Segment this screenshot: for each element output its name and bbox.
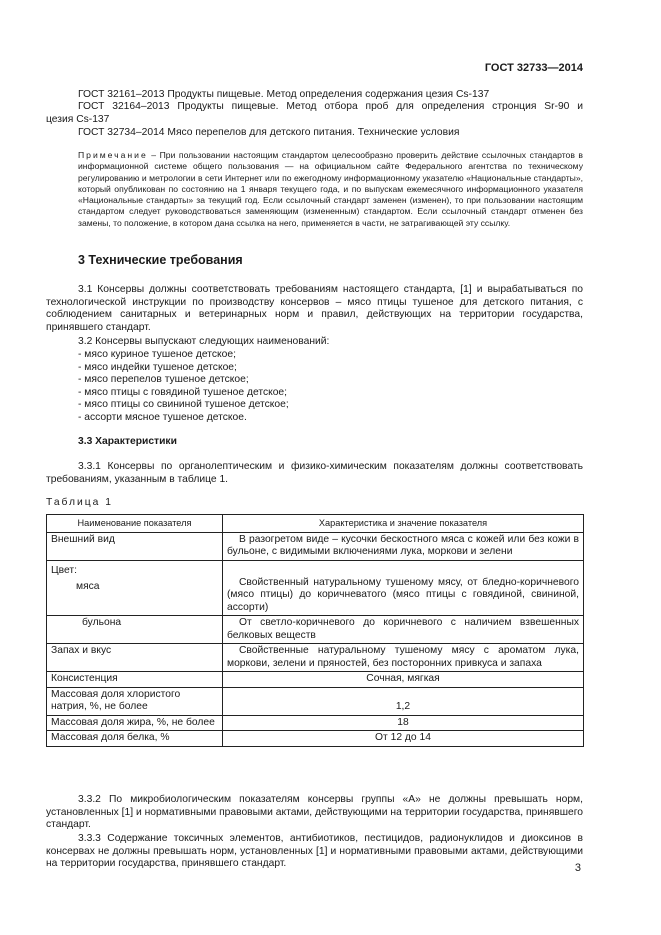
ref-gost-32734: ГОСТ 32734–2014 Мясо перепелов для детского питания. Технические условия: [78, 127, 460, 138]
indicator-consistency: Консистенция: [47, 672, 223, 688]
value-color-broth: От светло-коричневого до коричневого с наличием взвешенных белковых веществ: [223, 616, 584, 644]
column-header-indicator: Наименование показателя: [47, 515, 223, 533]
paragraph-3-3-1: 3.3.1 Консервы по органолептическим и физико-химическим показателям должны соответствовать требованиям, указанным в таблице 1.: [46, 461, 583, 485]
value-smell-taste: Свойственные натуральному тушеному мясу с ароматом лука, моркови, зелени и пряностей, без посторонних привкуса и запаха: [223, 644, 584, 672]
paragraph-3-2: 3.2 Консервы выпускают следующих наименований:: [78, 336, 330, 347]
table-row: [47, 731, 584, 747]
table-row: [47, 644, 584, 672]
note-label: Примечание: [78, 150, 148, 160]
indicator-smell-taste: Запах и вкус: [47, 644, 223, 672]
value-consistency: Сочная, мягкая: [223, 672, 584, 688]
ref-gost-32164: ГОСТ 32164–2013 Продукты пищевые. Метод отбора проб для определения стронция Sr-90 и: [78, 101, 583, 112]
note-paragraph: [78, 150, 583, 229]
list-item: - ассорти мясное тушеное детское.: [78, 411, 247, 423]
list-item: - мясо птицы с говядиной тушеное детское;: [78, 386, 288, 398]
list-item: - мясо куриное тушеное детское;: [78, 349, 236, 360]
indicator-protein: Массовая доля белка, %: [47, 731, 223, 747]
indicator-color-label: Цвет:: [51, 564, 77, 576]
indicator-color-meat: мяса: [76, 581, 100, 592]
section-3-title: 3 Технические требования: [78, 253, 243, 267]
list-item: - мясо перепелов тушеное детское;: [78, 374, 249, 386]
section-3-3-title: 3.3 Характеристики: [78, 436, 177, 447]
product-list: [78, 349, 583, 425]
list-item: - мясо птицы со свининой тушеное детское;: [78, 399, 289, 411]
indicator-salt: Массовая доля хлористого натрия, %, не более: [47, 687, 223, 715]
page-number: 3: [574, 862, 581, 874]
indicator-fat: Массовая доля жира, %, не более: [47, 715, 223, 731]
requirements-table: [46, 514, 584, 747]
ref-gost-32161: ГОСТ 32161–2013 Продукты пищевые. Метод определения содержания цезия Cs-137: [78, 89, 490, 100]
table-row: [47, 687, 584, 715]
document-header-id: ГОСТ 32733—2014: [484, 62, 583, 74]
indicator-appearance: Внешний вид: [47, 532, 223, 560]
table-row: [47, 616, 584, 644]
table-row: [47, 672, 584, 688]
value-salt: 1,2: [223, 687, 584, 715]
list-item: - мясо индейки тушеное детское;: [78, 361, 237, 373]
indicator-color-broth: бульона: [47, 616, 223, 644]
paragraph-3-1: 3.1 Консервы должны соответствовать требованиям настоящего стандарта, [1] и вырабатываться по технологической инструкции по производству консервов – мясо птицы тушеное для детского питания, с соблюдением санитарных и ветеринарных норм и правил, действующих на территории государства, принявшего стандарт.: [46, 284, 583, 333]
paragraph-3-3-2: 3.3.2 По микробиологическим показателям консервы группы «А» не должны превышать норм, установленных [1] и нормативными правовыми актами, действующими на территории государства, принявшего стандарт.: [46, 794, 583, 830]
table-caption: Таблица 1: [46, 497, 113, 508]
value-fat: 18: [223, 715, 584, 731]
table-header-row: [47, 515, 584, 533]
value-appearance: В разогретом виде – кусочки бескостного мяса с кожей или без кожи в бульоне, с видимыми включениями лука, моркови и зелени: [223, 532, 584, 560]
indicator-color: [47, 560, 223, 616]
value-color-meat: Свойственный натуральному тушеному мясу, от бледно-коричневого (мясо птицы) до коричневатого (мясо птицы с говядиной, свининой, ассорти): [223, 560, 584, 616]
table-row: [47, 560, 584, 616]
note-text: – При пользовании настоящим стандартом целесообразно проверить действие ссылочных стандартов в информационной системе общего пользования — на официальном сайте Федерального агентства по техническому регулированию и метрологии в сети Интернет или по ежегодному информационному указателю «Национальные стандарты», который опубликован по состоянию на 1 января текущего года, и по выпускам ежемесячного информационного указателя «Национальные стандарты» за текущий год. Если ссылочный стандарт заменен (изменен), то при пользовании настоящим стандартом следует руководствоваться заменяющим (измененным) стандартом. Если ссылочный стандарт отменен без замены, то положение, в котором дана ссылка на него, применяется в части, не затрагивающей эту ссылку.: [78, 150, 583, 228]
table-row: [47, 715, 584, 731]
paragraph-3-3-3: 3.3.3 Содержание токсичных элементов, антибиотиков, пестицидов, радионуклидов и диоксинов в консервах не должны превышать норм, установленных [1] и нормативными правовыми актами, действующими на территории государства, принявшего стандарт.: [46, 833, 583, 869]
value-protein: От 12 до 14: [223, 731, 584, 747]
ref-gost-32164-cont: цезия Cs-137: [46, 114, 110, 125]
table-row: [47, 532, 584, 560]
column-header-value: Характеристика и значение показателя: [223, 515, 584, 533]
